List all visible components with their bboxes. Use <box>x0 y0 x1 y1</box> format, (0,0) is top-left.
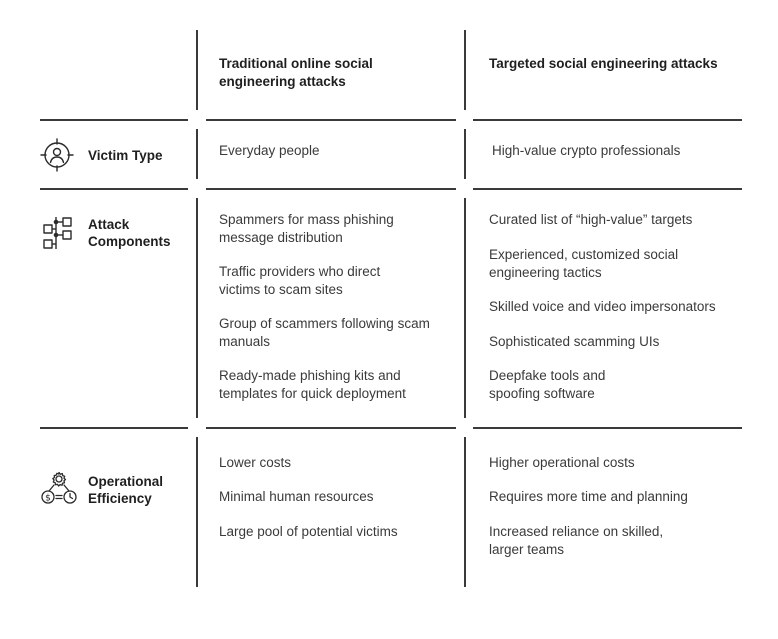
list-item: Sophisticated scamming UIs <box>489 334 660 349</box>
list-item: Group of scammers following scam manuals <box>219 316 430 349</box>
list-item: Curated list of “high-value” targets <box>489 212 693 227</box>
column-header-targeted: Targeted social engineering attacks <box>489 56 718 71</box>
cell-victim-type-targeted <box>492 142 752 160</box>
components-icon <box>42 215 74 251</box>
list-item: Requires more time and planning <box>489 489 688 504</box>
list-item: Skilled voice and video impersonators <box>489 299 716 314</box>
list-item: Deepfake tools and spoofing software <box>489 368 606 401</box>
list-item: High-value crypto professionals <box>492 143 681 158</box>
list-item: Ready-made phishing kits and templates for quick deployment <box>219 368 406 401</box>
row-divider <box>40 188 188 190</box>
row-divider <box>206 119 456 121</box>
column-divider-right <box>464 437 466 587</box>
list-item: Everyday people <box>219 143 320 158</box>
list-item: Experienced, customized social engineering tactics <box>489 247 679 280</box>
column-divider-left <box>196 437 198 587</box>
list-item: Minimal human resources <box>219 489 374 504</box>
column-divider-right <box>464 30 466 110</box>
row-divider <box>473 119 742 121</box>
row-divider <box>473 427 742 429</box>
column-divider-right <box>464 129 466 179</box>
row-divider <box>473 188 742 190</box>
row-label-attack-components: Attack Components <box>88 217 171 249</box>
column-divider-left <box>196 129 198 179</box>
list-item: Spammers for mass phishing message distribution <box>219 212 394 245</box>
column-divider-left <box>196 198 198 418</box>
column-divider-left <box>196 30 198 110</box>
cell-victim-type-traditional <box>219 142 454 160</box>
target-person-icon <box>40 138 74 172</box>
row-divider <box>206 427 456 429</box>
row-divider <box>40 427 188 429</box>
list-item: Traffic providers who direct victims to scam sites <box>219 264 381 297</box>
list-item: Large pool of potential victims <box>219 524 398 539</box>
column-divider-right <box>464 198 466 418</box>
gear-money-clock-icon <box>40 470 78 506</box>
row-divider <box>206 188 456 190</box>
list-item: Higher operational costs <box>489 455 635 470</box>
column-header-traditional: Traditional online social engineering attacks <box>219 56 373 89</box>
list-item: Lower costs <box>219 455 292 470</box>
row-label-operational-efficiency: Operational Efficiency <box>88 474 164 506</box>
row-divider <box>40 119 188 121</box>
row-label-victim-type: Victim Type <box>88 148 163 163</box>
list-item: Increased reliance on skilled, larger teams <box>489 524 664 557</box>
svg-text:$: $ <box>45 493 51 504</box>
